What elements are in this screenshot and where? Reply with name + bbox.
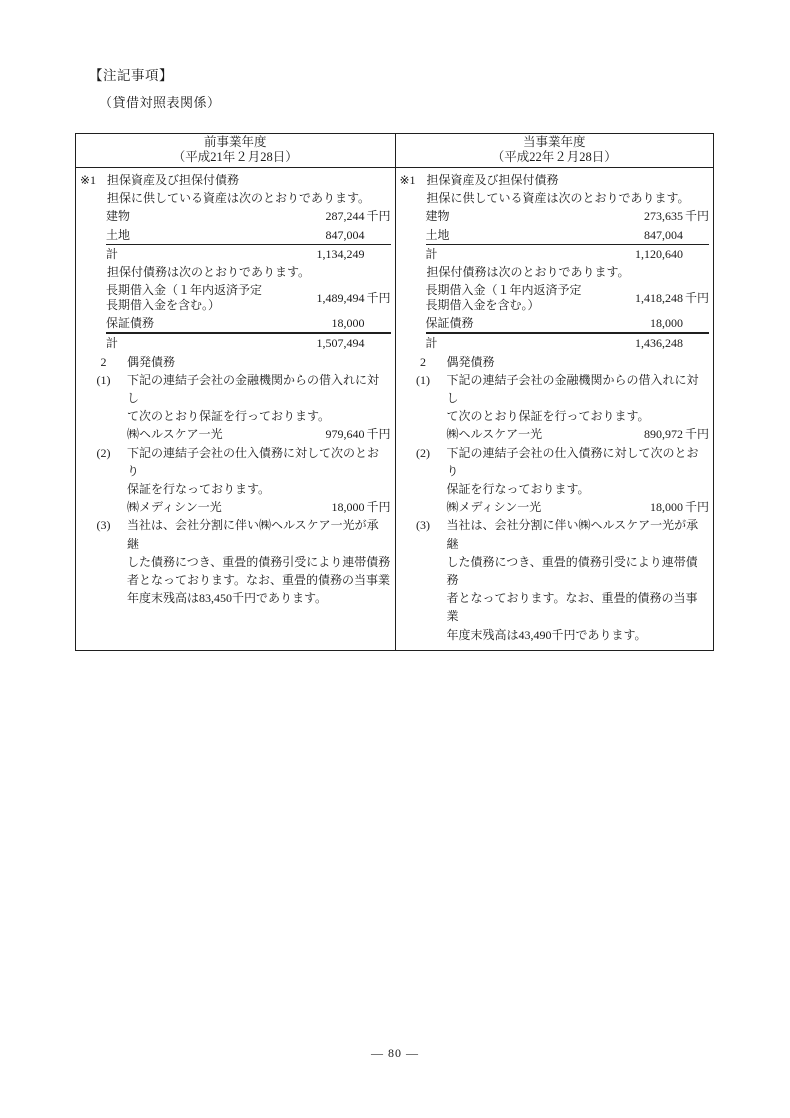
note2-item-3-marker: (3) <box>416 518 430 533</box>
current-fiscal-year-column <box>395 134 714 650</box>
note1-heading <box>400 171 710 189</box>
medicine-ikko-value: 18,000 <box>331 500 365 515</box>
building-unit: 千円 <box>684 209 709 224</box>
note2-item-3 <box>80 516 391 607</box>
land-value: 847,004 <box>644 227 683 242</box>
long-term-loans-value: 1,418,248 <box>635 290 683 305</box>
note2-heading <box>400 353 710 371</box>
guarantee-medicine-ikko-row <box>447 498 710 516</box>
note2-heading <box>80 353 391 371</box>
guarantee-obligations-label: 保証債務 <box>425 316 474 331</box>
note1-title: 担保資産及び担保付債務 <box>426 173 559 187</box>
note2-item-2-line1: 下記の連結子会社の仕入債務に対して次のとおり <box>127 445 380 478</box>
healthcare-ikko-value: 890,972 <box>644 427 683 442</box>
medicine-ikko-value: 18,000 <box>650 500 683 515</box>
long-term-loans-label-line1: 長期借入金（１年内返済予定 <box>425 283 582 298</box>
page-number: ― 80 ― <box>371 1046 419 1060</box>
debt-row-guarantee-obligations <box>426 314 710 334</box>
note2-item-1-marker: (1) <box>96 372 111 387</box>
column-header-year: 当事業年度 <box>522 135 586 149</box>
healthcare-ikko-label: ㈱ヘルスケア一光 <box>127 427 223 442</box>
guarantee-medicine-ikko-row <box>127 498 391 516</box>
note2-item-1-line1: 下記の連結子会社の金融機関からの借入れに対し <box>127 372 380 406</box>
debts-intro-text: 担保付債務は次のとおりであります。 <box>107 265 311 280</box>
note2-item-3-line1: 当社は、会社分割に伴い㈱ヘルスケア一光が承継 <box>127 518 379 551</box>
guarantee-healthcare-ikko-row <box>127 425 391 443</box>
assets-total-label: 計 <box>425 246 438 261</box>
page-title: 【注記事項】 <box>89 68 173 83</box>
note2-item-2-line1: 下記の連結子会社の仕入債務に対して次のとおり <box>446 445 699 478</box>
section-subtitle: （貸借対照表関係） <box>99 95 221 110</box>
debts-total-row <box>106 334 391 352</box>
note2-title: 偶発債務 <box>127 354 176 369</box>
building-label: 建物 <box>106 209 131 224</box>
asset-row-building <box>426 207 710 225</box>
long-term-loans-unit: 千円 <box>684 290 709 305</box>
assets-intro-text: 担保に供している資産は次のとおりであります。 <box>426 191 690 206</box>
building-value: 287,244 <box>325 209 365 224</box>
note2-item-2-text <box>127 444 391 499</box>
note2-item-1 <box>400 371 710 426</box>
note1-heading <box>80 171 391 189</box>
note2-item-1-text <box>447 371 710 426</box>
note2-item-3-line2: した債務につき、重畳的債務引受により連帯債務 <box>127 554 391 569</box>
note2-item-2 <box>400 444 710 499</box>
land-value: 847,004 <box>325 227 365 242</box>
prior-fiscal-year-column <box>76 134 395 650</box>
land-label: 土地 <box>425 227 450 242</box>
long-term-loans-label-line1: 長期借入金（１年内返済予定 <box>106 283 263 298</box>
column-header-year: 前事業年度 <box>203 135 267 149</box>
building-unit: 千円 <box>366 209 391 224</box>
note2-item-1-line2: て次のとおり保証を行っております。 <box>446 409 650 424</box>
healthcare-ikko-label: ㈱ヘルスケア一光 <box>446 427 543 442</box>
long-term-loans-label-line2: 長期借入金を含む。） <box>425 298 540 313</box>
guarantee-obligations-label: 保証債務 <box>106 316 155 331</box>
column-body <box>76 168 395 613</box>
long-term-loans-label <box>426 281 582 314</box>
note2-item-1-marker: (1) <box>416 372 430 387</box>
medicine-ikko-label: ㈱メディシン一光 <box>127 500 222 515</box>
healthcare-ikko-value: 979,640 <box>325 427 365 442</box>
debts-total-row <box>426 334 710 352</box>
note2-item-1 <box>80 371 391 426</box>
note2-item-3-line4: 年度末残高は43,490千円であります。 <box>446 627 647 642</box>
note2-item-3-line3: 者となっております。なお、重畳的債務の当事業 <box>446 591 698 624</box>
note2-item-2-line2: 保証を行なっております。 <box>446 482 590 497</box>
healthcare-ikko-unit: 千円 <box>684 427 709 442</box>
asset-row-land <box>426 226 710 245</box>
medicine-ikko-unit: 千円 <box>684 500 709 515</box>
land-label: 土地 <box>106 227 131 242</box>
debt-row-long-term-loans <box>426 281 710 314</box>
column-header <box>76 134 395 168</box>
column-header <box>396 134 714 168</box>
asset-row-building <box>106 207 391 225</box>
note2-item-3-text <box>447 516 710 643</box>
note2-item-1-line1: 下記の連結子会社の金融機関からの借入れに対し <box>446 372 699 406</box>
note1-marker: ※1 <box>80 173 97 187</box>
column-body <box>396 168 714 650</box>
note2-item-2-marker: (2) <box>96 445 111 460</box>
note2-item-3-line2: した債務につき、重畳的債務引受により連帯債務 <box>446 554 698 588</box>
balance-sheet-notes-table <box>75 133 714 651</box>
healthcare-ikko-unit: 千円 <box>366 427 391 442</box>
assets-total-row <box>426 245 710 263</box>
column-header-date: （平成22年２月28日） <box>491 150 617 164</box>
long-term-loans-value: 1,489,494 <box>316 290 365 305</box>
note2-item-3 <box>400 516 710 643</box>
guarantee-healthcare-ikko-row <box>447 425 710 443</box>
note2-item-2 <box>80 444 391 499</box>
note2-item-1-line2: て次のとおり保証を行っております。 <box>127 409 331 424</box>
note2-item-2-line2: 保証を行なっております。 <box>127 482 271 497</box>
building-value: 273,635 <box>644 209 683 224</box>
debt-row-guarantee-obligations <box>106 314 391 334</box>
note2-marker: 2 <box>420 354 426 369</box>
note2-marker: 2 <box>100 354 107 369</box>
guarantee-obligations-value: 18,000 <box>650 316 683 331</box>
asset-row-land <box>106 226 391 245</box>
debts-total-value: 1,507,494 <box>316 336 365 351</box>
assets-total-row <box>106 245 391 263</box>
note1-title: 担保資産及び担保付債務 <box>107 173 240 187</box>
note2-item-3-marker: (3) <box>96 518 111 533</box>
debts-total-value: 1,436,248 <box>635 336 683 351</box>
note2-item-2-text <box>447 444 710 499</box>
column-header-date: （平成21年２月28日） <box>172 150 298 164</box>
assets-total-value: 1,134,249 <box>316 246 365 261</box>
long-term-loans-label-line2: 長期借入金を含む。） <box>106 298 221 313</box>
debts-intro-text: 担保付債務は次のとおりであります。 <box>426 265 630 280</box>
building-label: 建物 <box>425 209 450 224</box>
medicine-ikko-unit: 千円 <box>366 500 391 515</box>
long-term-loans-unit: 千円 <box>366 290 391 305</box>
debts-total-label: 計 <box>106 336 119 351</box>
medicine-ikko-label: ㈱メディシン一光 <box>446 500 542 515</box>
note2-item-2-marker: (2) <box>416 445 430 460</box>
note2-title: 偶発債務 <box>446 354 495 369</box>
assets-total-label: 計 <box>106 246 119 261</box>
debt-row-long-term-loans <box>106 281 391 314</box>
note2-item-3-line4: 年度末残高は83,450千円であります。 <box>127 591 328 606</box>
note1-marker: ※1 <box>399 173 416 187</box>
note2-item-3-line1: 当社は、会社分割に伴い㈱ヘルスケア一光が承継 <box>446 518 699 551</box>
note2-item-3-line3: 者となっております。なお、重畳的債務の当事業 <box>127 573 391 588</box>
note2-item-3-text <box>127 516 391 607</box>
note2-item-1-text <box>127 371 391 426</box>
long-term-loans-label <box>106 281 262 314</box>
guarantee-obligations-value: 18,000 <box>331 316 365 331</box>
assets-total-value: 1,120,640 <box>635 246 683 261</box>
assets-intro-text: 担保に供している資産は次のとおりであります。 <box>107 191 371 206</box>
debts-total-label: 計 <box>425 336 438 351</box>
